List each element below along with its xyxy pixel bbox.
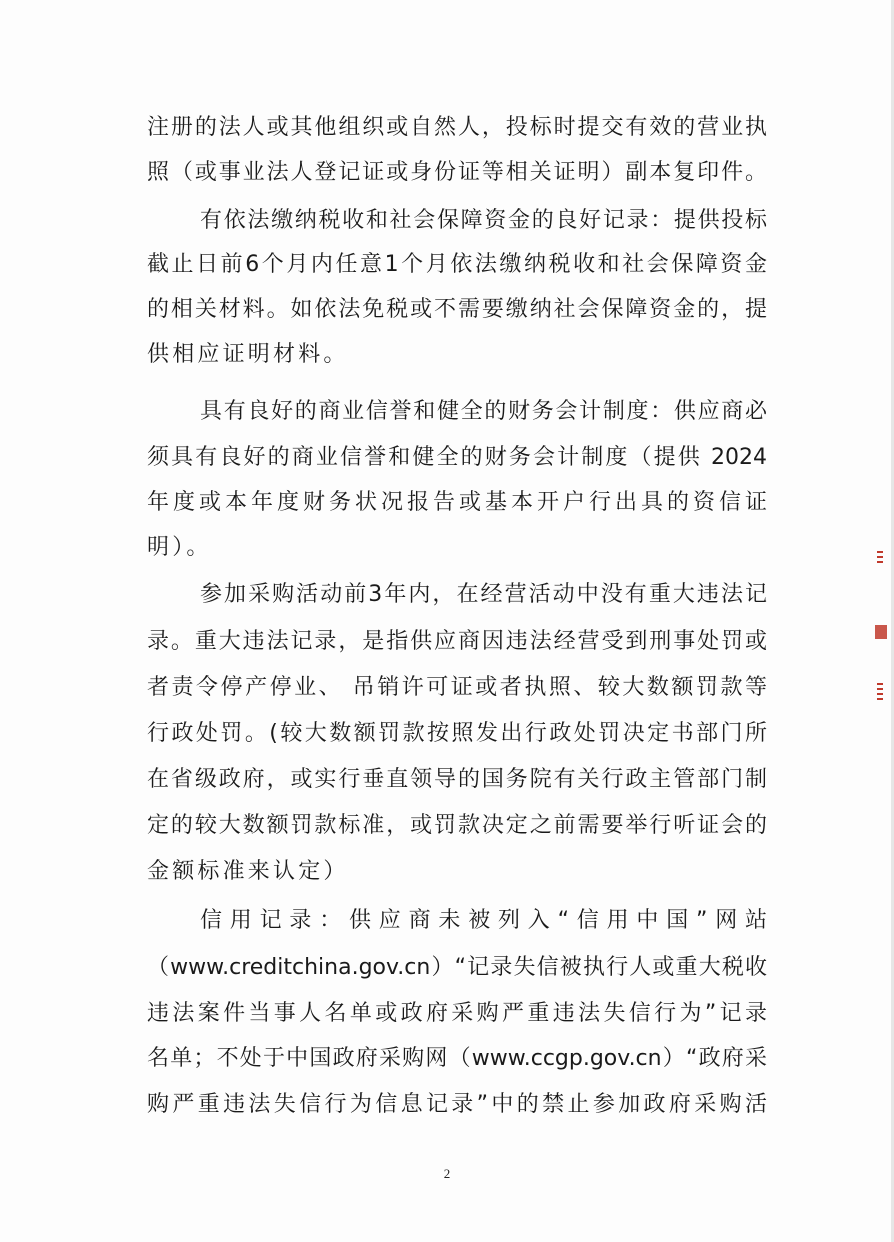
text-line: 违法案件当事人名单或政府采购严重违法失信行为”记录	[147, 1001, 767, 1026]
text-line: 明）。	[147, 535, 212, 560]
text-line: （www.creditchina.gov.cn）“记录失信被执行人或重大税收	[147, 955, 767, 980]
text-line: 供相应证明材料。	[147, 342, 349, 367]
text-line: 定的较大数额罚款标准，或罚款决定之前需要举行听证会的	[147, 813, 767, 838]
text-line: 须具有良好的商业信誉和健全的财务会计制度（提供 2024	[147, 445, 767, 470]
text-line: 名单；不处于中国政府采购网（www.ccgp.gov.cn）“政府采	[147, 1046, 767, 1071]
text-line: 信用记录：供应商未被列入“信用中国”网站	[200, 908, 767, 933]
text-line: 金额标准来认定）	[147, 859, 349, 884]
text-line: 具有良好的商业信誉和健全的财务会计制度：供应商必	[200, 399, 767, 424]
text-line: 者责令停产停业、 吊销许可证或者执照、较大数额罚款等	[147, 675, 767, 700]
text-line: 购严重违法失信行为信息记录”中的禁止参加政府采购活	[147, 1092, 767, 1117]
text-line: 参加采购活动前3年内，在经营活动中没有重大违法记	[200, 582, 767, 607]
text-line: 截止日前6个月内任意1个月依法缴纳税收和社会保障资金	[147, 252, 767, 277]
text-line: 录。重大违法记录，是指供应商因违法经营受到刑事处罚或	[147, 629, 767, 654]
text-line: 照（或事业法人登记证或身份证等相关证明）副本复印件。	[147, 160, 767, 185]
text-line: 的相关材料。如依法免税或不需要缴纳社会保障资金的，提	[147, 297, 767, 322]
text-line: 行政处罚。(较大数额罚款按照发出行政处罚决定书部门所	[147, 721, 767, 746]
text-line: 年度或本年度财务状况报告或基本开户行出具的资信证	[147, 490, 767, 515]
seal-mark	[875, 548, 887, 588]
text-line: 注册的法人或其他组织或自然人，投标时提交有效的营业执	[147, 115, 767, 140]
seal-mark	[875, 625, 887, 639]
seal-mark	[875, 680, 887, 730]
page-number: 2	[443, 1166, 451, 1181]
text-line: 在省级政府，或实行垂直领导的国务院有关行政主管部门制	[147, 767, 767, 792]
text-line: 有依法缴纳税收和社会保障资金的良好记录：提供投标	[200, 208, 767, 233]
